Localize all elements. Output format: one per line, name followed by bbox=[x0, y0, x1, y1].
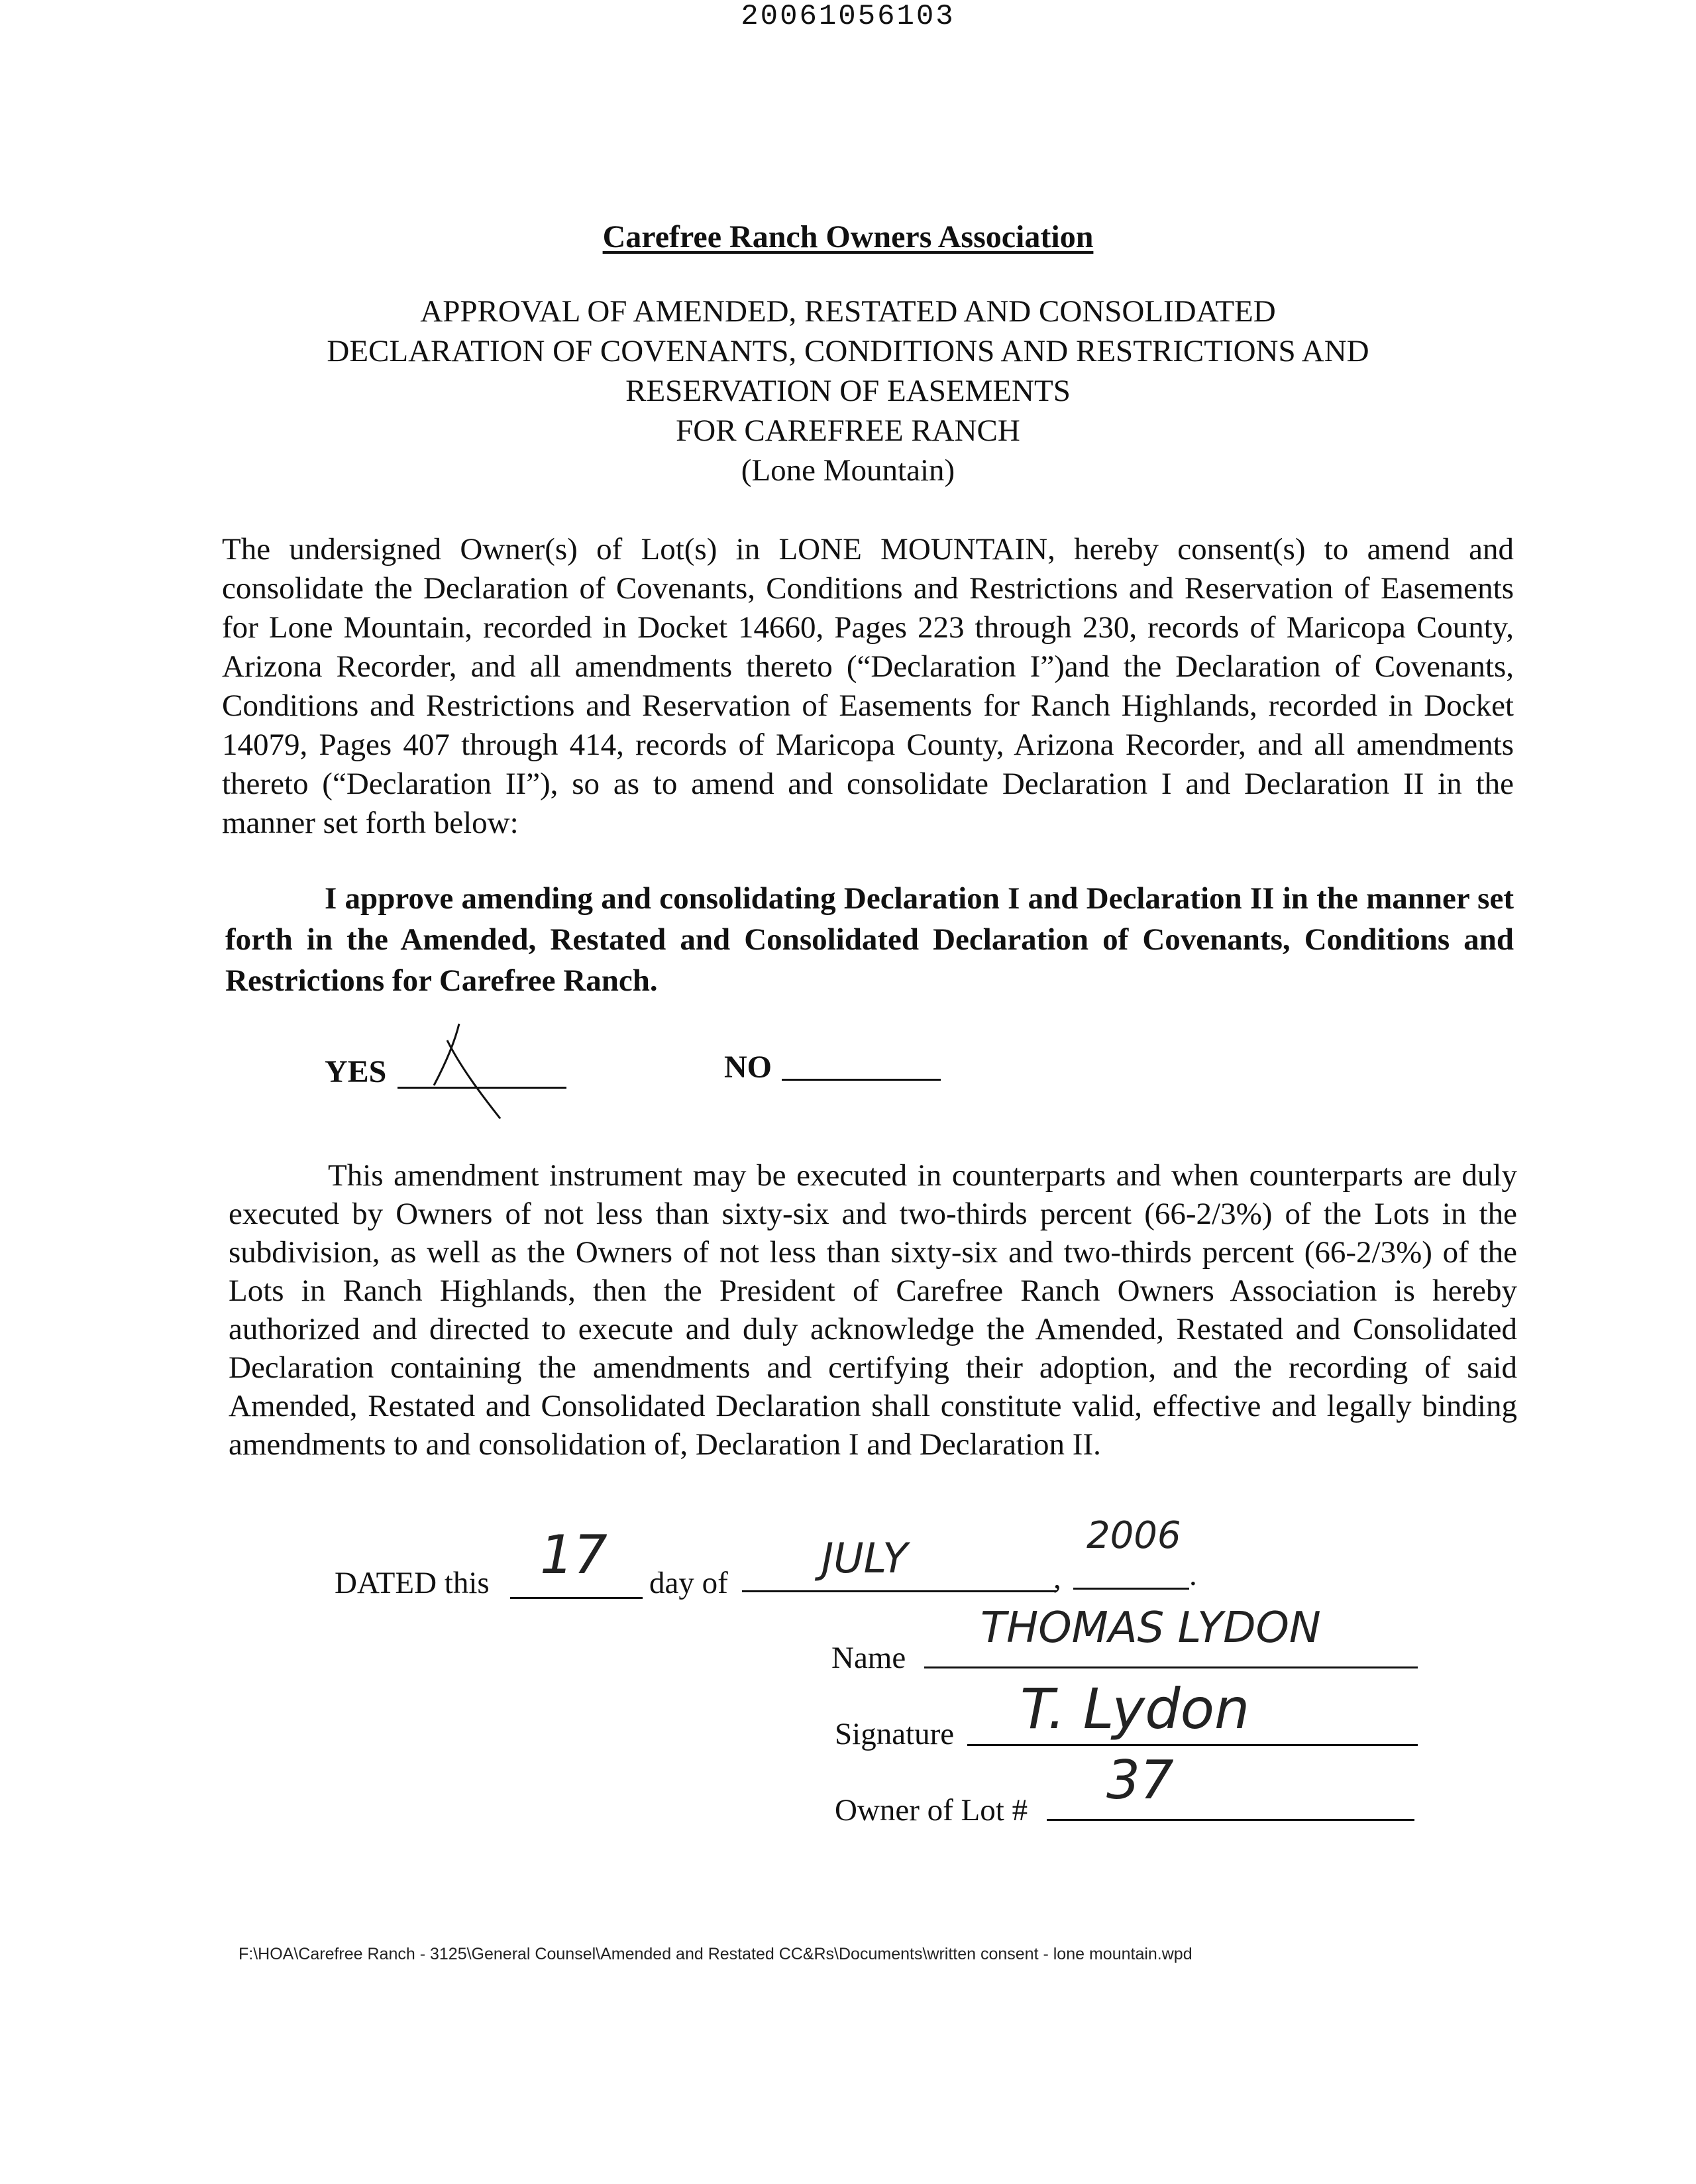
year-line[interactable] bbox=[1073, 1588, 1189, 1590]
dated-period: . bbox=[1189, 1558, 1197, 1592]
title-line-4: FOR CAREFREE RANCH bbox=[676, 413, 1020, 448]
lot-value: 37 bbox=[1106, 1749, 1174, 1811]
day-of-label: day of bbox=[649, 1566, 728, 1600]
execution-paragraph: This amendment instrument may be executed in counterparts and when counterparts are duly executed by Owners of not less than sixty-six and two-thirds percent (66-2/3%) of the Lots in the subdivision, as well as the Owners of not less than sixty-six and two-thirds percent (66-2/3%) of the Lots in Ranch Highlands, then the President of Carefree Ranch Owners Association is hereby authorized and directed to execute and duly acknowledge the Amended, Restated and Consolidated Declaration containing the amendments and certifying their adoption, and the recording of said Amended, Restated and Consolidated Declaration shall constitute valid, effective and legally binding amendments to and consolidation of, Declaration I and Declaration II. bbox=[229, 1158, 1517, 1462]
name-line[interactable] bbox=[924, 1666, 1418, 1668]
title-line-1: APPROVAL OF AMENDED, RESTATED AND CONSOLIDATED bbox=[420, 294, 1276, 329]
signature-value: T. Lydon bbox=[1020, 1676, 1250, 1741]
title-line-2: DECLARATION OF COVENANTS, CONDITIONS AND RESTRICTIONS AND bbox=[327, 334, 1369, 368]
name-label: Name bbox=[831, 1641, 906, 1675]
no-line[interactable] bbox=[782, 1079, 941, 1081]
title-line-5: (Lone Mountain) bbox=[741, 453, 955, 488]
day-line[interactable] bbox=[510, 1597, 643, 1599]
title-line-3: RESERVATION OF EASEMENTS bbox=[625, 374, 1071, 408]
no-label: NO bbox=[724, 1050, 772, 1085]
dated-comma: , bbox=[1053, 1561, 1061, 1596]
signature-line[interactable] bbox=[967, 1744, 1418, 1746]
signature-label: Signature bbox=[835, 1717, 955, 1751]
x-mark-icon bbox=[421, 1020, 513, 1120]
approval-statement: I approve amending and consolidating Declaration I and Declaration II in the manner set forth in the Amended, Restated and Consolidated Declaration of Covenants, Conditions and Restrictions for Carefree Ranch. bbox=[225, 881, 1514, 998]
document-title bbox=[0, 292, 1696, 490]
lot-line[interactable] bbox=[1047, 1819, 1414, 1821]
consent-paragraph: The undersigned Owner(s) of Lot(s) in LONE MOUNTAIN, hereby consent(s) to amend and consolidate the Declaration of Covenants, Conditions and Restrictions and Reservation of Easements for Lone Mountain, recorded in Docket 14660, Pages 223 through 230, records of Maricopa County, Arizona Recorder, and all amendments thereto (“Declaration I”)and the Declaration of Covenants, Conditions and Restrictions and Reservation of Easements for Ranch Highlands, recorded in Docket 14079, Pages 407 through 414, records of Maricopa County, Arizona Recorder, and all amendments thereto (“Declaration II”), so as to amend and consolidate Declaration I and Declaration II in the manner set forth below: bbox=[222, 532, 1514, 840]
day-value: 17 bbox=[540, 1524, 608, 1586]
document-number: 20061056103 bbox=[741, 0, 955, 33]
dated-prefix: DATED this bbox=[335, 1566, 490, 1600]
yes-checkmark bbox=[421, 1020, 513, 1120]
yes-label: YES bbox=[325, 1054, 387, 1089]
footer-file-path: F:\HOA\Carefree Ranch - 3125\General Counsel\Amended and Restated CC&Rs\Documents\written consent - lone mountain.wpd bbox=[238, 1945, 1192, 1963]
organization-name: Carefree Ranch Owners Association bbox=[602, 219, 1094, 254]
lot-label: Owner of Lot # bbox=[835, 1793, 1028, 1828]
year-value: 2006 bbox=[1086, 1514, 1181, 1557]
organization-title bbox=[0, 219, 1696, 255]
name-value: THOMAS LYDON bbox=[980, 1604, 1321, 1653]
month-value: JULY bbox=[822, 1534, 908, 1582]
month-line[interactable] bbox=[742, 1590, 1057, 1592]
